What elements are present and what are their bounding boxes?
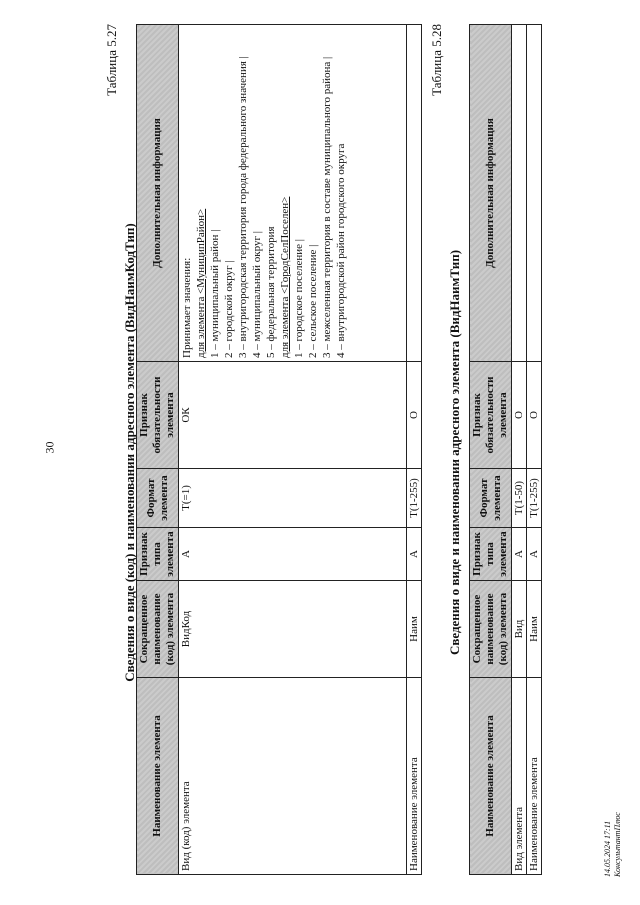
header-cell: Формат элемента — [470, 469, 512, 528]
cell-info — [527, 25, 542, 362]
table-label: Таблица 5.28 — [429, 24, 444, 96]
header-cell: Признак обязательности элемента — [137, 362, 179, 469]
table-row — [512, 25, 527, 875]
table-label: Таблица 5.27 — [104, 24, 119, 96]
cell-info — [407, 25, 422, 362]
stamp-line: КонсультантПлюс — [613, 812, 622, 877]
cell-type: А — [527, 528, 542, 581]
header-cell: Признак обязательности элемента — [470, 362, 512, 469]
cell-info — [179, 25, 407, 362]
info-line: Принимает значения: — [181, 257, 193, 358]
cell-name: Вид элемента — [512, 678, 527, 875]
cell-code: Наим — [527, 581, 542, 678]
cell-format: T(1-255) — [527, 469, 542, 528]
cell-required: ОК — [179, 362, 407, 469]
table-row — [407, 25, 422, 875]
info-line: 1 – городское поселение | — [293, 239, 305, 358]
cell-required: О — [527, 362, 542, 469]
header-cell: Сокращенное наименование (код) элемента — [137, 581, 179, 678]
cell-code: Вид — [512, 581, 527, 678]
info-line: для элемента <МуниципРайон> — [195, 208, 207, 358]
header-cell: Дополнительная информация — [137, 25, 179, 362]
print-stamp — [603, 812, 623, 877]
header-cell: Формат элемента — [137, 469, 179, 528]
info-line: для элемента <ГородСелПоселен> — [279, 196, 291, 358]
cell-name: Вид (код) элемента — [179, 678, 407, 875]
header-cell: Дополнительная информация — [470, 25, 512, 362]
cell-name: Наименование элемента — [407, 678, 422, 875]
header-cell: Наименование элемента — [470, 678, 512, 875]
info-line: 2 – сельское поселение | — [307, 244, 319, 358]
info-line: 4 – внутригородской район городского округа — [335, 143, 347, 358]
table-title: Сведения о виде (код) и наименовании адресного элемента (ВидНаимКодТип) — [122, 223, 137, 682]
cell-code: Наим — [407, 581, 422, 678]
table-row — [527, 25, 542, 875]
cell-code: ВидКод — [179, 581, 407, 678]
page-number: 30 — [42, 441, 57, 454]
stamp-line: 14.05.2024 17:11 — [603, 820, 612, 877]
cell-format: T(=1) — [179, 469, 407, 528]
table-header-row — [470, 25, 512, 875]
cell-required: О — [512, 362, 527, 469]
header-cell: Признак типа элемента — [470, 528, 512, 581]
table-row — [179, 25, 407, 875]
cell-required: О — [407, 362, 422, 469]
info-line: 1 – муниципальный район | — [209, 229, 221, 358]
table-5-28 — [469, 24, 542, 875]
table-5-27 — [136, 24, 422, 875]
info-line: 4 – муниципальный округ | — [251, 231, 263, 358]
cell-type: А — [407, 528, 422, 581]
table-header-row — [137, 25, 179, 875]
header-cell: Наименование элемента — [137, 678, 179, 875]
info-line: 2 – городской округ | — [223, 260, 235, 358]
info-line: 3 – межселенная территория в составе муниципального района | — [321, 56, 333, 358]
cell-format: T(1-255) — [407, 469, 422, 528]
info-line: 3 – внутригородская территория города федерального значения | — [237, 56, 249, 358]
info-line: 5 – федеральная территория — [265, 226, 277, 358]
table-title: Сведения о виде и наименовании адресного элемента (ВидНаимТип) — [447, 249, 462, 656]
header-cell: Сокращенное наименование (код) элемента — [470, 581, 512, 678]
cell-format: T(1-50) — [512, 469, 527, 528]
cell-name: Наименование элемента — [527, 678, 542, 875]
cell-type: А — [179, 528, 407, 581]
cell-type: А — [512, 528, 527, 581]
cell-info — [512, 25, 527, 362]
header-cell: Признак типа элемента — [137, 528, 179, 581]
